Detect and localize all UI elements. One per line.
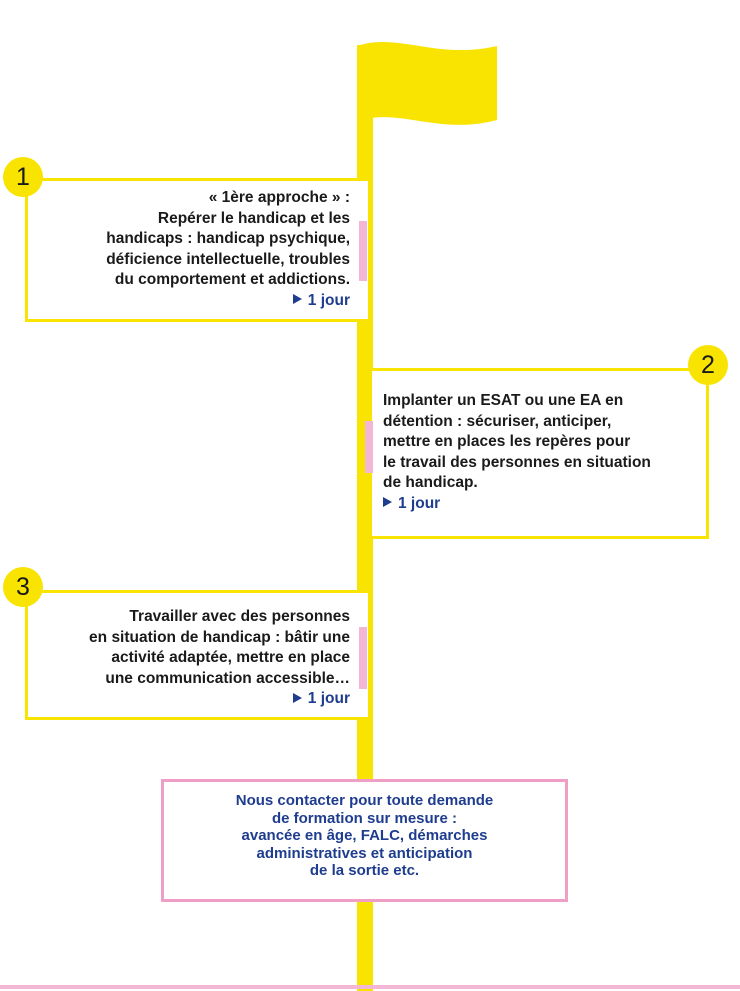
step-3-duration xyxy=(40,689,350,710)
step-2-duration-label: 1 jour xyxy=(398,494,441,512)
contact-line: administratives et anticipation xyxy=(256,844,473,862)
step-1-text xyxy=(40,188,350,311)
step-2-duration xyxy=(383,494,701,515)
step-2-line: le travail des personnes en situation xyxy=(383,453,651,471)
contact-line: Nous contacter pour toute demande xyxy=(235,792,494,809)
contact-line: de la sortie etc. xyxy=(309,862,420,879)
flag-icon xyxy=(357,38,497,153)
step-1-line: du comportement et addictions. xyxy=(114,271,350,288)
step-2-line: détention : sécuriser, anticiper, xyxy=(383,412,612,430)
step-2-line: de handicap. xyxy=(383,474,478,491)
step-3-line: activité adaptée, mettre en place xyxy=(111,649,350,666)
step-1-number-badge: 1 xyxy=(3,157,43,197)
play-triangle-icon xyxy=(383,497,392,507)
step-1-line: « 1ère approche » : xyxy=(208,189,350,206)
step-3-duration-label: 1 jour xyxy=(307,690,350,707)
step-2-number-badge: 2 xyxy=(688,345,728,385)
step-1-line: déficience intellectuelle, troubles xyxy=(106,250,350,268)
step-3-text xyxy=(40,607,350,710)
step-3-line: Travailler avec des personnes xyxy=(129,608,350,625)
step-2-pink-marker xyxy=(365,421,373,473)
step-1-duration-label: 1 jour xyxy=(307,291,350,309)
contact-line: avancée en âge, FALC, démarches xyxy=(241,827,488,844)
step-1-line: handicaps : handicap psychique, xyxy=(106,230,350,247)
step-3-line: une communication accessible… xyxy=(105,669,350,687)
play-triangle-icon xyxy=(293,693,302,703)
contact-text xyxy=(161,792,568,880)
step-1-line: Repérer le handicap et les xyxy=(157,209,350,227)
step-1-duration xyxy=(40,291,350,312)
step-2-line: Implanter un ESAT ou une EA en xyxy=(383,392,624,409)
step-1-pink-marker xyxy=(359,221,367,281)
step-3-line: en situation de handicap : bâtir une xyxy=(89,628,350,646)
bottom-divider xyxy=(0,985,740,989)
step-2-text xyxy=(383,391,701,514)
step-2-line: mettre en places les repères pour xyxy=(383,433,631,450)
step-3-number-badge: 3 xyxy=(3,567,43,607)
contact-line: de formation sur mesure : xyxy=(271,809,458,827)
play-triangle-icon xyxy=(293,294,302,304)
step-3-pink-marker xyxy=(359,627,367,689)
